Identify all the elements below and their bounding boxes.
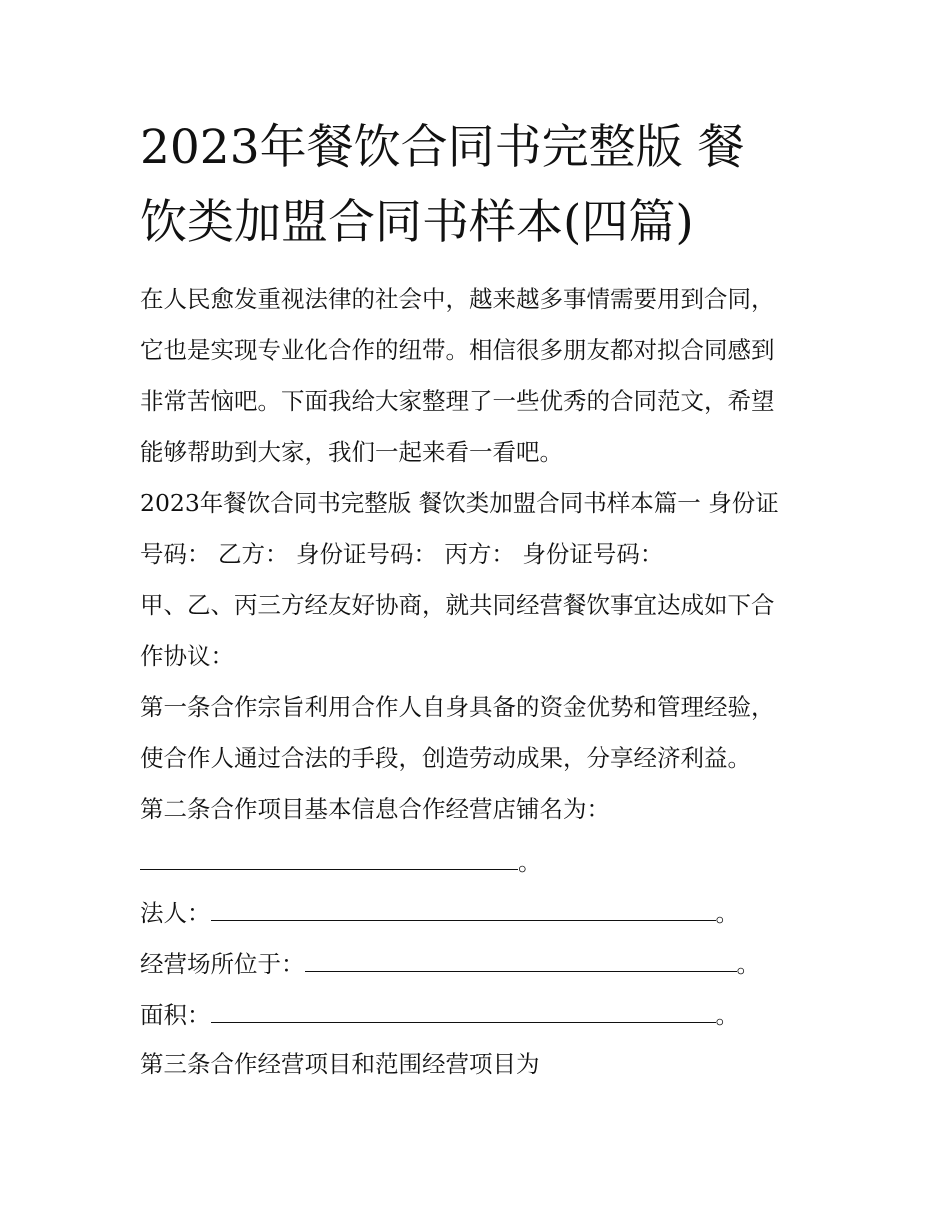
location-blank[interactable] <box>305 951 737 972</box>
area-label: 面积： <box>140 1001 211 1029</box>
agreement-line-2: 作协议： <box>140 642 234 670</box>
legal-person-end: 。 <box>715 899 739 927</box>
store-name-blank-line <box>140 849 542 875</box>
legal-person-label: 法人： <box>140 899 211 927</box>
store-name-end: 。 <box>518 848 542 876</box>
legal-person-line <box>140 900 739 926</box>
location-label: 经营场所位于： <box>140 950 305 978</box>
article-1-line-1: 第一条合作宗旨利用合作人自身具备的资金优势和管理经验， <box>140 693 775 721</box>
article-1-line-2: 使合作人通过合法的手段，创造劳动成果，分享经济利益。 <box>140 744 751 772</box>
intro-line-4: 能够帮助到大家，我们一起来看一看吧。 <box>140 438 563 466</box>
area-line <box>140 1002 739 1028</box>
area-blank[interactable] <box>211 1002 716 1023</box>
document-title-line-1 <box>140 120 820 175</box>
article-2-line-1: 第二条合作项目基本信息合作经营店铺名为： <box>140 795 610 823</box>
location-end: 。 <box>736 950 760 978</box>
area-end: 。 <box>715 1001 739 1029</box>
legal-person-blank[interactable] <box>211 900 716 921</box>
document-title-line-2 <box>140 195 820 250</box>
section-heading-line-2: 号码： 乙方： 身份证号码： 丙方： 身份证号码： <box>140 540 664 568</box>
article-3-line-1: 第三条合作经营项目和范围经营项目为 <box>140 1050 540 1078</box>
intro-line-1: 在人民愈发重视法律的社会中，越来越多事情需要用到合同， <box>140 285 775 313</box>
intro-line-2: 它也是实现专业化合作的纽带。相信很多朋友都对拟合同感到 <box>140 336 775 364</box>
section-heading-line-1: 2023年餐饮合同书完整版 餐饮类加盟合同书样本篇一 身份证 <box>140 489 779 517</box>
title-text-2: 饮类加盟合同书样本(四篇) <box>140 195 694 250</box>
title-text-1: 2023年餐饮合同书完整版 餐 <box>140 120 745 175</box>
intro-line-3: 非常苦恼吧。下面我给大家整理了一些优秀的合同范文，希望 <box>140 387 775 415</box>
agreement-line-1: 甲、乙、丙三方经友好协商，就共同经营餐饮事宜达成如下合 <box>140 591 775 619</box>
location-line <box>140 951 760 977</box>
store-name-blank[interactable] <box>140 849 518 870</box>
